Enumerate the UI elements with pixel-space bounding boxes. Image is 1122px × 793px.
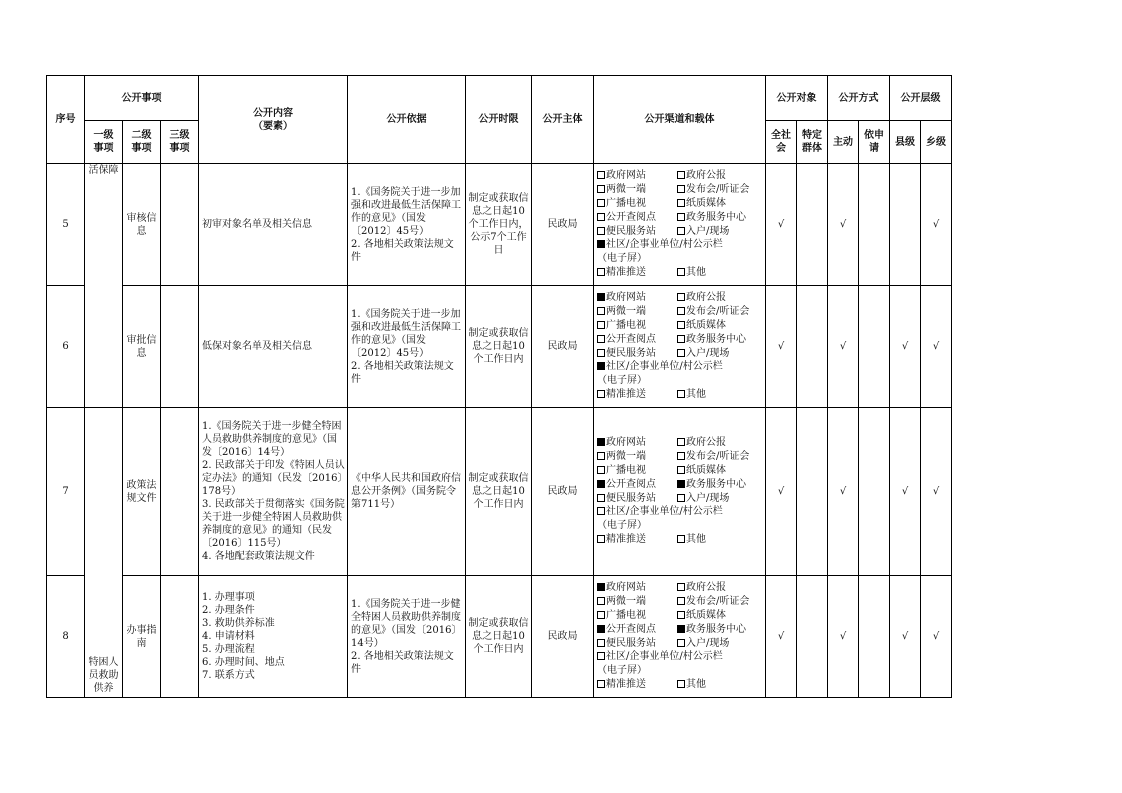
row-seq: 6 — [47, 286, 85, 408]
unchecked-box-icon — [597, 535, 605, 543]
channel-item: 广播电视 — [597, 197, 677, 211]
row-mode-active: √ — [828, 408, 859, 576]
channel-item: 公开查阅点 — [597, 623, 677, 637]
channel-item: 便民服务站 — [597, 492, 677, 506]
row-mode-apply — [859, 286, 890, 408]
header-basis: 公开依据 — [348, 76, 466, 164]
row-subject: 民政局 — [532, 408, 594, 576]
checked-box-icon — [677, 480, 685, 488]
channel-item: 公开查阅点 — [597, 211, 677, 225]
unchecked-box-icon — [677, 171, 685, 179]
channel-item: 入户/现场 — [677, 637, 765, 651]
channel-item: （电子屏） — [597, 253, 647, 265]
row-level2: 办事指 南 — [123, 576, 161, 698]
header-level-township: 乡级 — [921, 121, 952, 164]
group-label-second: 特困人 员救助 供养 — [85, 408, 123, 698]
checked-box-icon — [597, 293, 605, 301]
channel-item: 社区/企事业单位/村公示栏 — [597, 360, 765, 374]
channel-item: 发布会/听证会 — [677, 595, 765, 609]
channel-item: 其他 — [677, 266, 765, 280]
row-channels — [594, 286, 766, 408]
header-target: 公开对象 — [766, 76, 828, 121]
channel-item: 精准推送 — [597, 388, 677, 402]
channel-item: 政府公报 — [677, 436, 765, 450]
row-basis: 《中华人民共和国政府信息公开条例》（国务院令第711号） — [348, 408, 466, 576]
channel-item: 两微一端 — [597, 183, 677, 197]
channel-item: 两微一端 — [597, 595, 677, 609]
channel-item: 两微一端 — [597, 305, 677, 319]
row-level-township: √ — [921, 408, 952, 576]
unchecked-box-icon — [677, 494, 685, 502]
channel-list — [594, 436, 765, 546]
channel-item: 社区/企事业单位/村公示栏 — [597, 505, 765, 519]
checked-box-icon — [597, 625, 605, 633]
row-content: 1.《国务院关于进一步健全特困人员救助供养制度的意见》（国发〔2016〕14号） 2. 民政部关于印发《特困人员认定办法》的通知（民发〔2016〕178号） 3. 民政部关于贯彻落实《国务院关于进一步健全特困人员救助供养制度的意见》的通知（民发〔2016〕115号） 4. 各地配套政策法规文件 — [199, 408, 348, 576]
channel-item: 政府网站 — [597, 436, 677, 450]
channel-item: 纸质媒体 — [677, 464, 765, 478]
channel-item: 政务服务中心 — [677, 478, 765, 492]
channel-item: 其他 — [677, 388, 765, 402]
unchecked-box-icon — [677, 611, 685, 619]
channel-item: 政务服务中心 — [677, 623, 765, 637]
channel-item: 便民服务站 — [597, 637, 677, 651]
row-mode-active: √ — [828, 286, 859, 408]
channel-item: （电子屏） — [597, 520, 647, 532]
channel-item: 公开查阅点 — [597, 333, 677, 347]
row-level3 — [161, 164, 199, 286]
channel-item: 纸质媒体 — [677, 609, 765, 623]
channel-item: 发布会/听证会 — [677, 450, 765, 464]
row-level3 — [161, 408, 199, 576]
row-target-all: √ — [766, 408, 797, 576]
unchecked-box-icon — [677, 438, 685, 446]
channel-item: 精准推送 — [597, 266, 677, 280]
unchecked-box-icon — [677, 349, 685, 357]
header-level2: 二级 事项 — [123, 121, 161, 164]
channel-item: 政府网站 — [597, 291, 677, 305]
table-row — [47, 286, 952, 408]
channel-item: 发布会/听证会 — [677, 305, 765, 319]
unchecked-box-icon — [677, 227, 685, 235]
unchecked-box-icon — [677, 583, 685, 591]
unchecked-box-icon — [597, 213, 605, 221]
unchecked-box-icon — [677, 321, 685, 329]
channel-item: 社区/企事业单位/村公示栏 — [597, 650, 765, 664]
row-level2: 政策法 规文件 — [123, 408, 161, 576]
channel-item: 精准推送 — [597, 678, 677, 692]
row-time: 制定或获取信息之日起10个工作日内 — [466, 576, 532, 698]
row-basis: 1.《国务院关于进一步加强和改进最低生活保障工作的意见》（国发〔2012〕45号） 2. 各地相关政策法规文件 — [348, 286, 466, 408]
row-target-all: √ — [766, 576, 797, 698]
row-subject: 民政局 — [532, 576, 594, 698]
row-channels — [594, 164, 766, 286]
unchecked-box-icon — [677, 466, 685, 474]
unchecked-box-icon — [597, 227, 605, 235]
channel-list — [594, 581, 765, 691]
row-level-county: √ — [890, 576, 921, 698]
row-seq: 7 — [47, 408, 85, 576]
channel-item: （电子屏） — [597, 375, 647, 387]
channel-item: 发布会/听证会 — [677, 183, 765, 197]
row-target-specific — [797, 286, 828, 408]
header-seq: 序号 — [47, 76, 85, 164]
unchecked-box-icon — [677, 452, 685, 460]
channel-item: 纸质媒体 — [677, 197, 765, 211]
row-target-specific — [797, 408, 828, 576]
row-basis: 1.《国务院关于进一步加强和改进最低生活保障工作的意见》（国发〔2012〕45号） 2. 各地相关政策法规文件 — [348, 164, 466, 286]
row-time: 制定或获取信息之日起10个工作日内 — [466, 408, 532, 576]
unchecked-box-icon — [597, 466, 605, 474]
row-target-all: √ — [766, 286, 797, 408]
channel-item: 政务服务中心 — [677, 333, 765, 347]
unchecked-box-icon — [677, 185, 685, 193]
row-level2: 审批信 息 — [123, 286, 161, 408]
unchecked-box-icon — [597, 611, 605, 619]
unchecked-box-icon — [597, 494, 605, 502]
channel-item: 广播电视 — [597, 609, 677, 623]
channel-item: 社区/企事业单位/村公示栏 — [597, 238, 765, 252]
row-time: 制定或获取信息之日起10个工作日内，公示7个工作日 — [466, 164, 532, 286]
row-seq: 8 — [47, 576, 85, 698]
unchecked-box-icon — [677, 535, 685, 543]
row-mode-apply — [859, 576, 890, 698]
row-seq: 5 — [47, 164, 85, 286]
unchecked-box-icon — [597, 349, 605, 357]
header-time: 公开时限 — [466, 76, 532, 164]
checked-box-icon — [597, 438, 605, 446]
row-target-specific — [797, 164, 828, 286]
unchecked-box-icon — [597, 652, 605, 660]
row-subject: 民政局 — [532, 164, 594, 286]
channel-item: 纸质媒体 — [677, 319, 765, 333]
table-row — [47, 164, 952, 286]
row-subject: 民政局 — [532, 286, 594, 408]
unchecked-box-icon — [677, 268, 685, 276]
header-mode-active: 主动 — [828, 121, 859, 164]
unchecked-box-icon — [597, 171, 605, 179]
row-level3 — [161, 576, 199, 698]
header-mode-apply: 依申 请 — [859, 121, 890, 164]
unchecked-box-icon — [597, 507, 605, 515]
header-target-all: 全社 会 — [766, 121, 797, 164]
row-level-county — [890, 164, 921, 286]
channel-item: 政府网站 — [597, 581, 677, 595]
unchecked-box-icon — [677, 390, 685, 398]
checked-box-icon — [597, 480, 605, 488]
unchecked-box-icon — [677, 307, 685, 315]
channel-item: 政务服务中心 — [677, 211, 765, 225]
row-content: 初审对象名单及相关信息 — [199, 164, 348, 286]
checked-box-icon — [677, 625, 685, 633]
header-items: 公开事项 — [85, 76, 199, 121]
row-basis: 1.《国务院关于进一步健全特困人员救助供养制度的意见》（国发〔2016〕14号） 2. 各地相关政策法规文件 — [348, 576, 466, 698]
channel-item: 公开查阅点 — [597, 478, 677, 492]
channel-item: 政府公报 — [677, 291, 765, 305]
channel-item: 入户/现场 — [677, 492, 765, 506]
unchecked-box-icon — [597, 452, 605, 460]
channel-item: 其他 — [677, 678, 765, 692]
table-row — [47, 576, 952, 698]
row-level-township: √ — [921, 286, 952, 408]
header-level1: 一级 事项 — [85, 121, 123, 164]
channel-item: 其他 — [677, 533, 765, 547]
header-subject: 公开主体 — [532, 76, 594, 164]
unchecked-box-icon — [597, 185, 605, 193]
channel-item: （电子屏） — [597, 665, 647, 677]
channel-item: 政府公报 — [677, 581, 765, 595]
unchecked-box-icon — [677, 597, 685, 605]
row-mode-active: √ — [828, 576, 859, 698]
channel-item: 入户/现场 — [677, 347, 765, 361]
channel-item: 两微一端 — [597, 450, 677, 464]
row-mode-apply — [859, 408, 890, 576]
row-time: 制定或获取信息之日起10个工作日内 — [466, 286, 532, 408]
checked-box-icon — [597, 583, 605, 591]
header-target-specific: 特定 群体 — [797, 121, 828, 164]
channel-item: 便民服务站 — [597, 347, 677, 361]
channel-list — [594, 291, 765, 401]
row-channels — [594, 576, 766, 698]
checked-box-icon — [597, 362, 605, 370]
channel-item: 广播电视 — [597, 319, 677, 333]
row-level-township: √ — [921, 576, 952, 698]
unchecked-box-icon — [677, 213, 685, 221]
unchecked-box-icon — [597, 597, 605, 605]
row-level3 — [161, 286, 199, 408]
channel-list — [594, 169, 765, 279]
header-content: 公开内容 （要素） — [199, 76, 348, 164]
unchecked-box-icon — [677, 199, 685, 207]
row-level-township: √ — [921, 164, 952, 286]
unchecked-box-icon — [677, 680, 685, 688]
row-level2: 审核信 息 — [123, 164, 161, 286]
row-channels — [594, 408, 766, 576]
checked-box-icon — [597, 240, 605, 248]
header-level-county: 县级 — [890, 121, 921, 164]
unchecked-box-icon — [597, 390, 605, 398]
unchecked-box-icon — [677, 293, 685, 301]
group-label-first: 活保障 — [85, 164, 123, 408]
unchecked-box-icon — [677, 639, 685, 647]
channel-item: 精准推送 — [597, 533, 677, 547]
unchecked-box-icon — [597, 268, 605, 276]
unchecked-box-icon — [677, 335, 685, 343]
unchecked-box-icon — [597, 639, 605, 647]
channel-item: 政府公报 — [677, 169, 765, 183]
unchecked-box-icon — [597, 680, 605, 688]
row-level-county: √ — [890, 286, 921, 408]
unchecked-box-icon — [597, 321, 605, 329]
header-channels: 公开渠道和载体 — [594, 76, 766, 164]
row-level-county: √ — [890, 408, 921, 576]
unchecked-box-icon — [597, 307, 605, 315]
row-mode-active: √ — [828, 164, 859, 286]
header-mode: 公开方式 — [828, 76, 890, 121]
channel-item: 政府网站 — [597, 169, 677, 183]
row-target-all: √ — [766, 164, 797, 286]
unchecked-box-icon — [597, 335, 605, 343]
table-row — [47, 408, 952, 576]
header-level3: 三级 事项 — [161, 121, 199, 164]
disclosure-table — [46, 75, 952, 698]
row-target-specific — [797, 576, 828, 698]
row-content: 1. 办理事项 2. 办理条件 3. 救助供养标准 4. 申请材料 5. 办理流程 6. 办理时间、地点 7. 联系方式 — [199, 576, 348, 698]
header-level: 公开层级 — [890, 76, 952, 121]
row-content: 低保对象名单及相关信息 — [199, 286, 348, 408]
row-mode-apply — [859, 164, 890, 286]
unchecked-box-icon — [597, 199, 605, 207]
channel-item: 入户/现场 — [677, 225, 765, 239]
channel-item: 便民服务站 — [597, 225, 677, 239]
channel-item: 广播电视 — [597, 464, 677, 478]
